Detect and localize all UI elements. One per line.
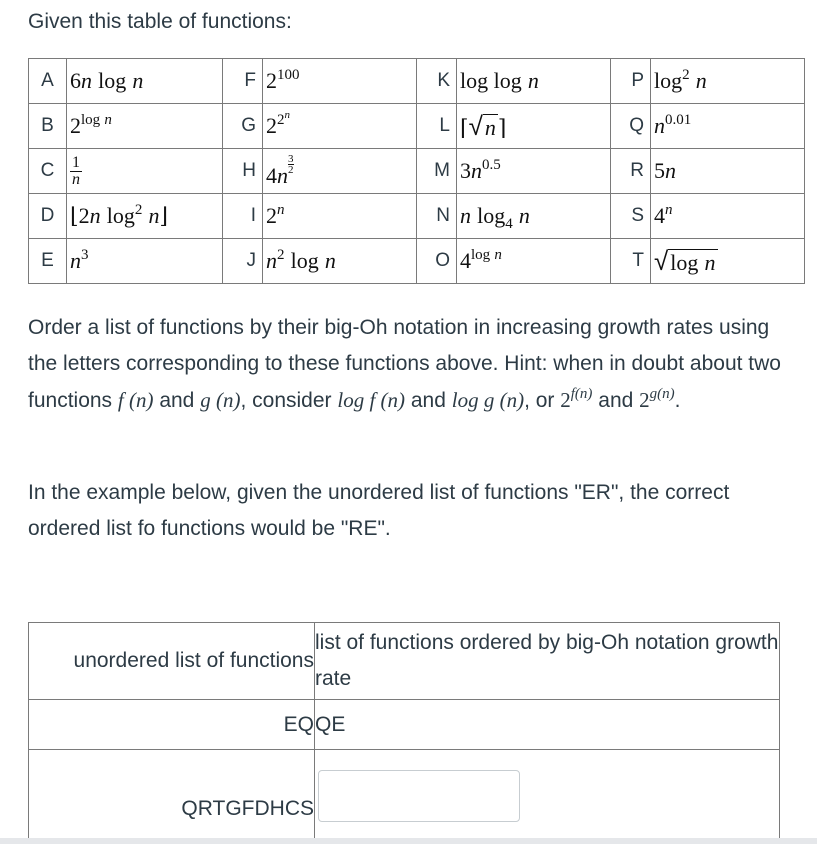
table-row	[29, 59, 805, 104]
function-label-l: L	[417, 104, 457, 149]
table-row	[29, 149, 805, 194]
function-label-p: P	[611, 59, 651, 104]
function-label-a: A	[29, 59, 67, 104]
function-label-n: N	[417, 194, 457, 239]
function-l: ⌈√n⌉	[457, 104, 611, 149]
function-k: log log n	[457, 59, 611, 104]
table-row	[29, 750, 780, 842]
header-ordered: list of functions ordered by big-Oh notation growth rate	[315, 623, 780, 700]
function-p: $\log^2 n$	[651, 59, 805, 104]
function-j: $n^2$ log n	[263, 239, 417, 284]
function-label-j: J	[223, 239, 263, 284]
function-label-s: S	[611, 194, 651, 239]
function-label-m: M	[417, 149, 457, 194]
function-label-c: C	[29, 149, 67, 194]
function-q: $n^{0.01}$	[651, 104, 805, 149]
question-unordered: QRTGFDHCS	[29, 750, 315, 842]
table-row	[29, 194, 805, 239]
table-row	[29, 700, 780, 750]
table-row	[29, 623, 780, 700]
answer-table	[28, 622, 780, 842]
function-e: $n^3$	[67, 239, 223, 284]
function-d: ⌊2n $\log^2$ n⌋	[67, 194, 223, 239]
function-g: $2^{2^n}$	[263, 104, 417, 149]
function-c: $\frac{1}{n}$	[67, 149, 223, 194]
instructions-paragraph: Order a list of functions by their big-Oh notation in increasing growth rates using the letters corresponding to these functions above. Hint: when in doubt about two functions f (n) and g (n), consider log f (n) and log g (n), or $2^{f(n)}$ and $2^{g(n)}$.	[28, 316, 781, 412]
function-a: 6n log n	[67, 59, 223, 104]
function-label-f: F	[223, 59, 263, 104]
intro-text: Given this table of functions:	[28, 10, 292, 33]
function-label-r: R	[611, 149, 651, 194]
example-unordered: EQ	[29, 700, 315, 750]
function-b: $2^{log n}$	[67, 104, 223, 149]
function-r: 5n	[651, 149, 805, 194]
function-label-e: E	[29, 239, 67, 284]
example-paragraph: In the example below, given the unordered list of functions "ER", the correct ordered list fo functions would be "RE".	[28, 481, 730, 540]
table-row	[29, 104, 805, 149]
function-label-b: B	[29, 104, 67, 149]
function-label-g: G	[223, 104, 263, 149]
functions-table	[28, 58, 805, 284]
function-label-h: H	[223, 149, 263, 194]
answer-input[interactable]	[318, 770, 520, 822]
function-o: $4^{log n}$	[457, 239, 611, 284]
function-label-d: D	[29, 194, 67, 239]
function-label-q: Q	[611, 104, 651, 149]
function-f: $2^{100}$	[263, 59, 417, 104]
function-n: n $\log_4 n$	[457, 194, 611, 239]
function-label-o: O	[417, 239, 457, 284]
answer-cell	[315, 750, 780, 842]
function-h: 4n $\frac{3}{2}$	[263, 149, 417, 194]
function-label-i: I	[223, 194, 263, 239]
header-unordered: unordered list of functions	[29, 623, 315, 700]
example-ordered: QE	[315, 700, 780, 750]
function-i: 2$^n$	[263, 194, 417, 239]
table-row	[29, 239, 805, 284]
bottom-divider	[0, 838, 817, 844]
function-m: $3n^{0.5}$	[457, 149, 611, 194]
function-s: 4$^n$	[651, 194, 805, 239]
function-t: √log n	[651, 239, 805, 284]
function-label-t: T	[611, 239, 651, 284]
function-label-k: K	[417, 59, 457, 104]
